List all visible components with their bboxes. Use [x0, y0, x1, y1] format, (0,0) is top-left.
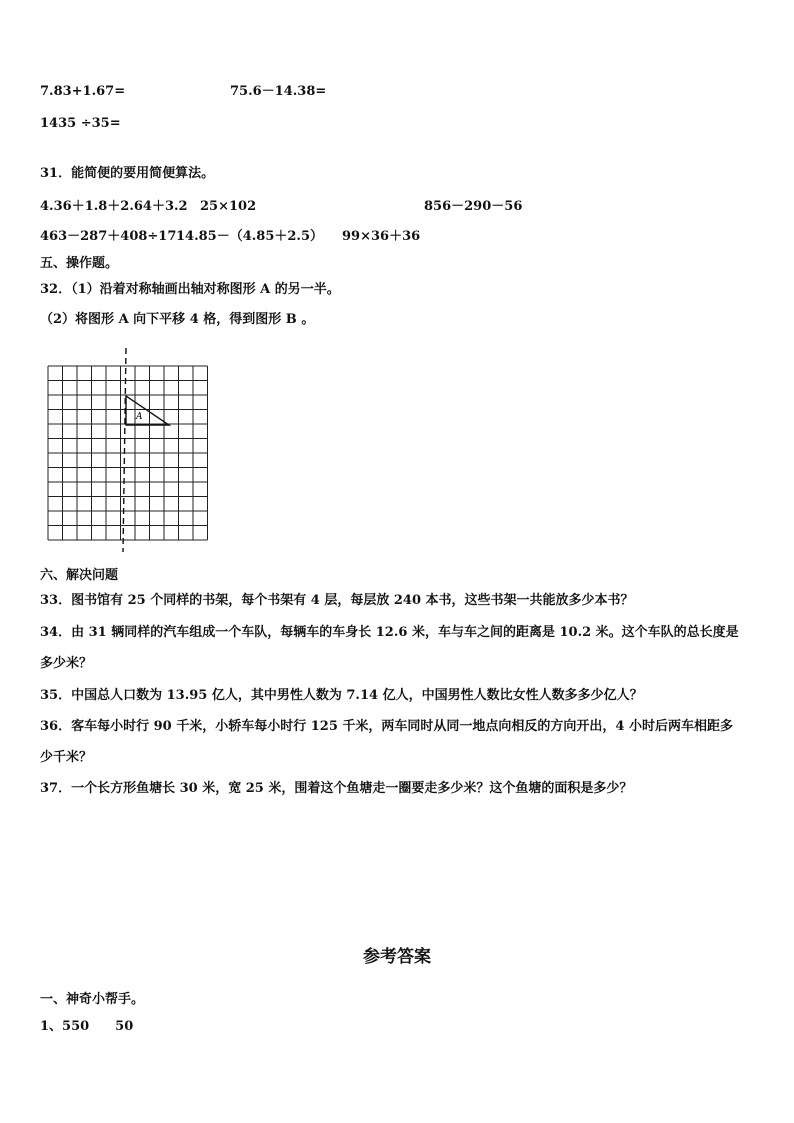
equation-1: 7.83+1.67=: [40, 84, 126, 99]
equation-3: 1435 ÷35=: [40, 116, 121, 131]
answers-title: 参考答案: [363, 947, 431, 967]
q31-expr-5: 14.85－（4.85＋2.5）: [176, 229, 323, 244]
question-35: 35．中国总人口数为 13.95 亿人，其中男性人数为 7.14 亿人，中国男性人数比女性人数多多少亿人？: [40, 688, 643, 703]
question-33: 33．图书馆有 25 个同样的书架，每个书架有 4 层，每层放 240 本书，这些书架一共能放多少本书？: [40, 593, 634, 608]
question-36-line-1: 36．客车每小时行 90 千米，小轿车每小时行 125 千米，两车同时从同一地点向相反的方向开出，4 小时后两车相距多: [40, 719, 733, 734]
q31-expr-3: 856－290－56: [424, 199, 523, 214]
question-32-part-2: （2）将图形 A 向下平移 4 格，得到图形 B 。: [40, 312, 315, 327]
equation-2: 75.6－14.38=: [230, 84, 327, 99]
question-31-title: 31．能简便的要用简便算法。: [40, 166, 215, 181]
q31-expr-6: 99×36＋36: [342, 229, 421, 244]
question-32-part-1: 32．（1）沿着对称轴画出轴对称图形 A 的另一半。: [40, 282, 340, 297]
question-37: 37．一个长方形鱼塘长 30 米，宽 25 米，围着这个鱼塘走一圈要走多少米？这个鱼塘的面积是多少？: [40, 781, 633, 796]
section-6-title: 六、解决问题: [40, 568, 119, 583]
q31-expr-1: 4.36＋1.8＋2.64＋3.2: [40, 199, 188, 214]
answers-section-1: 一、神奇小帮手。: [40, 992, 145, 1007]
grid-figure: [40, 346, 220, 554]
question-34-line-2: 多少米？: [40, 656, 93, 671]
q31-expr-4: 463－287＋408÷17: [40, 229, 177, 244]
symmetry-axis: [123, 348, 126, 552]
question-36-line-2: 少千米？: [40, 750, 93, 765]
question-34-line-1: 34．由 31 辆同样的汽车组成一个车队，每辆车的车身长 12.6 米，车与车之间的距离是 10.2 米。这个车队的总长度是: [40, 625, 739, 640]
shape-a-label: A: [136, 412, 143, 422]
shape-a: [126, 396, 169, 425]
section-5-title: 五、操作题。: [40, 256, 119, 271]
q31-expr-2: 25×102: [200, 199, 257, 214]
answer-1: 1、550 50: [40, 1019, 134, 1034]
grid-lines: [48, 366, 208, 540]
